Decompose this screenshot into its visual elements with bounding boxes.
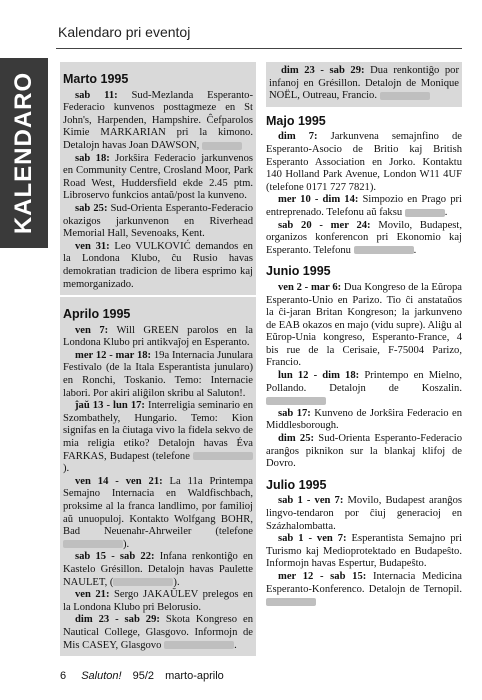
list-item: sab 15 - sab 22: Infana renkontiĝo en Kastelo Grésillon. Detalojn havas Paulette NAULET, ( ). xyxy=(63,551,253,588)
section-title: Julio 1995 xyxy=(266,477,327,492)
side-tab xyxy=(0,58,48,248)
list-item: sab 20 - mer 24: Movilo, Budapest, organizos konferencon pri Ekonomio kaj Esperanto. Telefonu . xyxy=(266,219,463,256)
list-item: ven 21: Sergo JAKAŬLEV prelegos en la Londona Klubo pri Belorusio. xyxy=(63,589,253,613)
list-item: ven 14 - ven 21: La 11a Printempa Semajno Internacia en Waldfischbach, proksime al la franca landlimo, por familioj aŭ unuopuloj. Kontakto Wolfgang BOHR, Bad Neuenahr-Ahrweiler (telefone ). xyxy=(63,475,253,550)
list-item: sab 1 - ven 7: Esperantista Semajno pri Turismo kaj Medioprotektado en Budapeŝto. Informojn havas Espertur, Budapeŝto. xyxy=(266,533,463,570)
list-item: mer 12 - mar 18: 19a Internacia Junulara Festivalo (de la Itala Esperantista junularo) en Ronchi, Toskanio. Temo: Internacie labori. Por akiri aliĝilon skribu al Saluton!. xyxy=(63,349,253,399)
list-item: ven 2 - mar 6: Dua Kongreso de la Eŭropa Esperanto-Unio en Parizo. Tio ĉi anstataŭos la ĉi-jaran Britan Kongreson; la jarkunveno de EAB okazos en majo (vidu supre). Aliĝu al Eŭrop-Unia kongreso, Esperanto-France, 4 bis rue de la Cerisaie, F-75004 Parizo, Francio. xyxy=(266,281,462,369)
redacted-text xyxy=(266,598,316,606)
header-rule xyxy=(56,48,462,49)
list-item: mer 12 - sab 15: Internacia Medicina Esperanto-Konferenco. Detalojn de Ternopil. xyxy=(266,571,462,609)
list-item: mer 10 - dim 14: Simpozio en Prago pri entreprenado. Telefonu aŭ faksu . xyxy=(266,194,462,218)
redacted-text xyxy=(380,92,430,100)
page-header-title: Kalendaro pri eventoj xyxy=(58,24,191,40)
section-title: Aprilo 1995 xyxy=(63,307,131,322)
section-majo xyxy=(266,115,462,258)
issue-number: 95/2 xyxy=(132,670,155,682)
page-number: 6 xyxy=(60,670,67,682)
redacted-text xyxy=(113,578,173,586)
redacted-text xyxy=(63,540,123,548)
magazine-name: Saluton! xyxy=(81,670,122,682)
list-item: dim 23 - sab 29: Skota Kongreso en Nautical College, Glasgovo. Informojn de Mis CASEY, Glasgovo . xyxy=(63,614,253,651)
redacted-text xyxy=(266,397,326,405)
section-title: Marto 1995 xyxy=(63,72,129,86)
list-item: ven 31: Leo VULKOVIĆ demandos en la Londona Klubo, ĉu Rusio havas demokratian tradicion de libera esprimo kaj memorganizado. xyxy=(63,240,253,290)
list-item: sab 11: Sud-Mezlanda Esperanto-Federacio kunvenos posttagmeze en St John's, Harpenden, Hampshire. Ĉefparolos Kimie MARKARIAN pri la kimono. Detalojn havas Joan DAWSON, xyxy=(63,89,254,151)
list-item: sab 18: Jorkŝira Federacio jarkunvenos en Community Centre, Crosland Moor, Park Road West, Huddersfield ekde 2.45 ptm. Libroservo funkcios antaŭ/post la kunveno. xyxy=(63,152,253,202)
list-item: lun 12 - dim 18: Printempo en Mielno, Pollando. Detalojn de Koszalin. xyxy=(266,370,462,408)
list-item: sab 25: Sud-Orienta Esperanto-Federacio okazigos jarkunvenon en Riverhead Memorial Hall, Sevenoaks, Kent. xyxy=(63,202,253,240)
redacted-text xyxy=(202,142,242,150)
side-tab-label: KALENDARO xyxy=(10,71,37,235)
page-footer xyxy=(60,670,232,682)
list-item: sab 17: Kunveno de Jorkŝira Federacio en Middlesborough. xyxy=(266,407,462,432)
redacted-text xyxy=(164,641,234,649)
right-column xyxy=(266,62,462,609)
section-junio xyxy=(266,265,462,471)
section-title: Majo 1995 xyxy=(266,113,326,128)
list-item: sab 1 - ven 7: Movilo, Budapest aranĝos lingvo-tendaron por ĉiuj generacioj en Százhalombatta. xyxy=(266,495,462,532)
section-aprilo-continued xyxy=(266,62,462,107)
list-item: dim 25: Sud-Orienta Esperanto-Federacio aranĝos piknikon sur la blankaj klifoj de Dovro. xyxy=(266,433,462,470)
redacted-text xyxy=(354,246,414,254)
list-item: ĵaŭ 13 - lun 17: Interreligia seminario en Szombathely, Hungario. Temo: Kion signifas en la ĉiutaga vivo la fidela sekvo de mia religia etiko? Detalojn havas Éva FARKAS, Budapest (telefone ). xyxy=(63,400,254,475)
list-item: dim 23 - sab 29: Dua renkontiĝo por infanoj en Grésillon. Detalojn de Monique NOËL, Outreau, Francio. xyxy=(269,65,459,102)
section-aprilo xyxy=(60,297,256,656)
redacted-text xyxy=(193,452,253,460)
section-title: Junio 1995 xyxy=(266,264,331,279)
issue-period: marto-aprilo xyxy=(165,670,224,682)
redacted-text xyxy=(405,209,445,217)
left-column xyxy=(60,62,256,658)
list-item: ven 7: Will GREEN parolos en la Londona Klubo pri antikvaĵoj en Esperanto. xyxy=(63,324,253,349)
section-julio xyxy=(266,479,462,609)
list-item: dim 7: Jarkunvena semajnfino de Esperanto-Asocio de Britio kaj British Esperanto Association en Jorko. Kontaktu 140 Holland Park Avenue, London W11 4UF (telefone 0171 727 7821). xyxy=(266,131,462,193)
section-marto xyxy=(60,62,256,295)
